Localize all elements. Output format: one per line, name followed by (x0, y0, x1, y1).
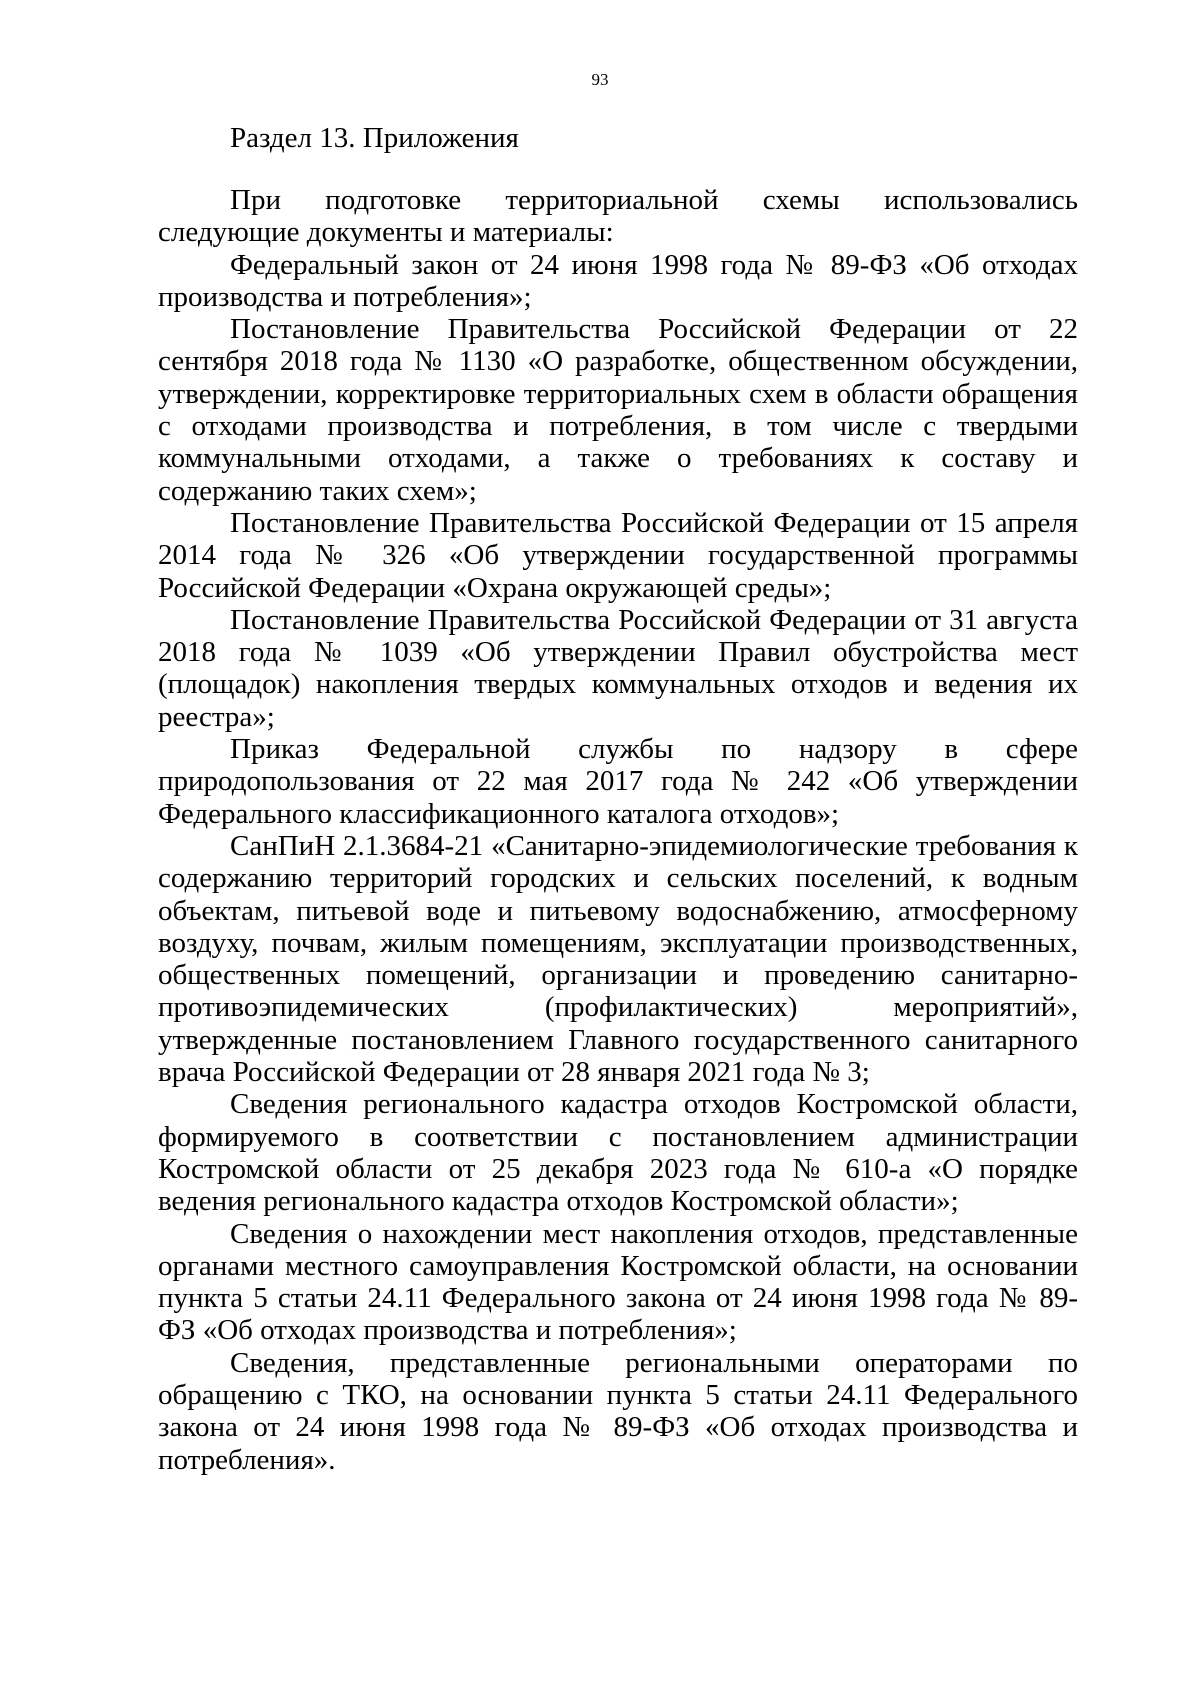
page-number: 93 (591, 70, 609, 89)
intro-paragraph: При подготовке территориальной схемы использовались следующие документы и материалы: (158, 184, 1078, 249)
source-item-sanpin: СанПиН 2.1.3684-21 «Санитарно-эпидемиологические требования к содержанию территорий городских и сельских поселений, к водным объектам, питьевой воде и питьевому водоснабжению, атмосферному воздуху, почвам, жилым помещениям, эксплуатации производственных, общественных помещений, организации и проведению санитарно-противоэпидемических (профилактических) мероприятий», утвержденные постановлением Главного государственного санитарного врача Российской Федерации от 28 января 2021 года № 3; (158, 829, 1078, 1089)
source-item-order-242: Приказ Федеральной службы по надзору в сфере природопользования от 22 мая 2017 года № 242 «Об утверждении Федерального классификационного каталога отходов»; (158, 733, 1078, 830)
source-item-regional-operators-data: Сведения, представленные региональными операторами по обращению с ТКО, на основании пункта 5 статьи 24.11 Федерального закона от 24 июня 1998 года № 89-ФЗ «Об отходах производства и потребления». (158, 1346, 1078, 1476)
source-item-regional-cadastre: Сведения регионального кадастра отходов Костромской области, формируемого в соответствии с постановлением администрации Костромской области от 25 декабря 2023 года № 610-а «О порядке ведения регионального кадастра отходов Костромской области»; (158, 1088, 1078, 1218)
source-item-resolution-1039: Постановление Правительства Российской Федерации от 31 августа 2018 года № 1039 «Об утверждении Правил обустройства мест (площадок) накопления твердых коммунальных отходов и ведения их реестра»; (158, 603, 1078, 733)
section-heading: Раздел 13. Приложения (230, 122, 519, 154)
source-item-federal-law: Федеральный закон от 24 июня 1998 года № 89-ФЗ «Об отходах производства и потребления»; (158, 248, 1078, 313)
source-item-resolution-326: Постановление Правительства Российской Федерации от 15 апреля 2014 года № 326 «Об утверждении государственной программы Российской Федерации «Охрана окружающей среды»; (158, 506, 1078, 604)
source-item-resolution-1130: Постановление Правительства Российской Федерации от 22 сентября 2018 года № 1130 «О разработке, общественном обсуждении, утверждении, корректировке территориальных схем в области обращения с отходами производства и потребления, в том числе с твердыми коммунальными отходами, а также о требованиях к составу и содержанию таких схем»; (158, 313, 1078, 507)
source-item-local-government-data: Сведения о нахождении мест накопления отходов, представленные органами местного самоуправления Костромской области, на основании пункта 5 статьи 24.11 Федерального закона от 24 июня 1998 года № 89-ФЗ «Об отходах производства и потребления»; (158, 1217, 1078, 1347)
document-body (158, 184, 1078, 1476)
